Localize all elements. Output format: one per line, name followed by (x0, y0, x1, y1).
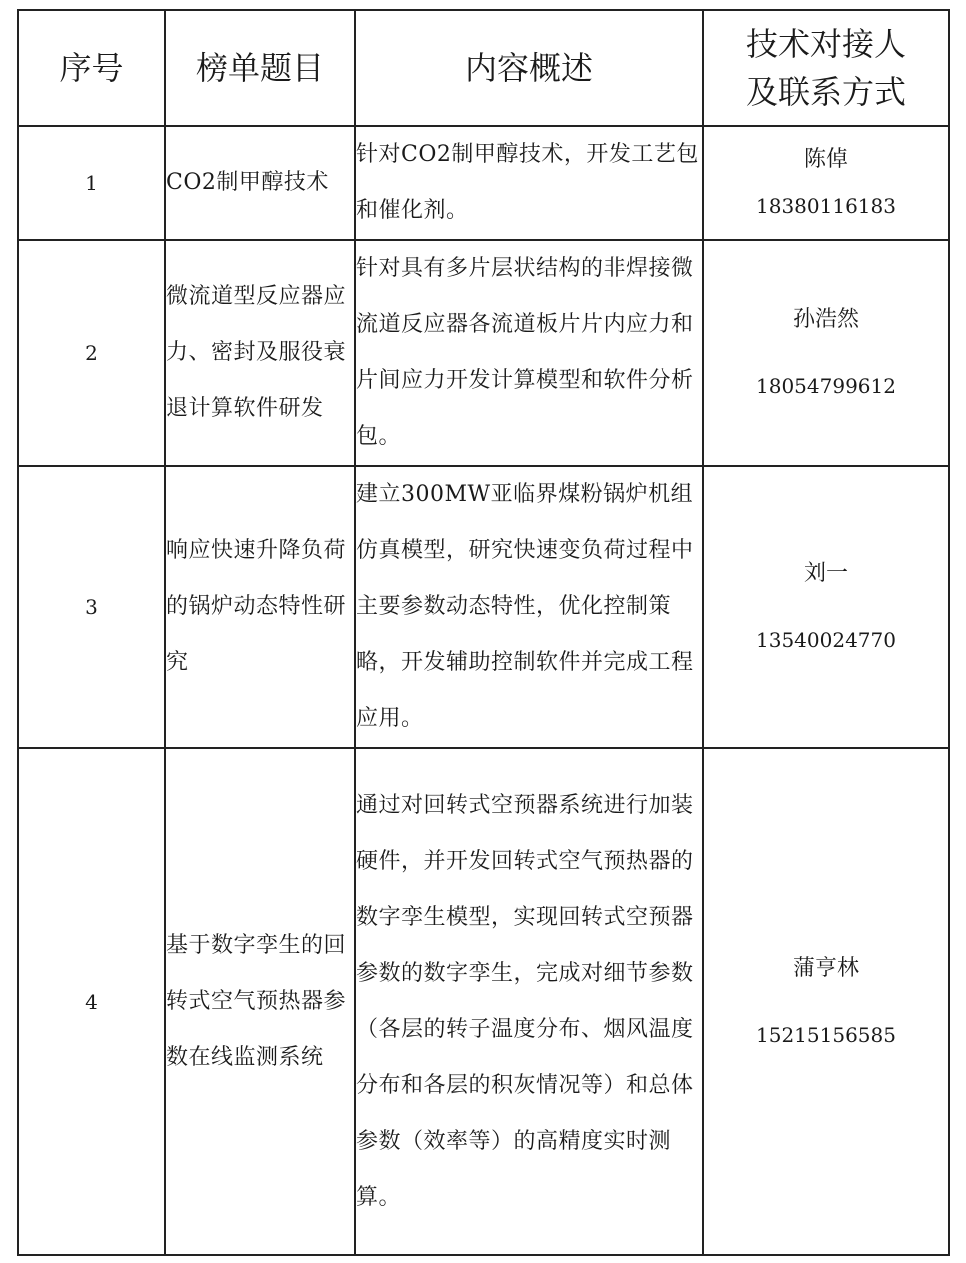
row-title: 基于数字孪生的回转式空气预热器参数在线监测系统 (165, 748, 355, 1255)
header-title: 榜单题目 (165, 10, 355, 126)
contact-name: 刘一 (803, 561, 848, 586)
row-summary: 针对具有多片层状结构的非焊接微流道反应器各流道板片片内应力和片间应力开发计算模型和软件分析包。 (355, 240, 703, 466)
header-contact-line2: 及联系方式 (745, 73, 906, 111)
row-index: 4 (18, 748, 165, 1255)
row-summary: 针对CO2制甲醇技术，开发工艺包和催化剂。 (355, 126, 703, 240)
project-table (17, 9, 950, 1256)
header-contact-line1: 技术对接人 (745, 25, 906, 63)
contact-name: 孙浩然 (792, 307, 859, 332)
contact-phone: 15215156585 (756, 1022, 896, 1047)
table-row (18, 240, 949, 466)
row-summary: 建立300MW亚临界煤粉锅炉机组仿真模型，研究快速变负荷过程中主要参数动态特性，优化控制策略，开发辅助控制软件并完成工程应用。 (355, 466, 703, 748)
row-title: 响应快速升降负荷的锅炉动态特性研究 (165, 466, 355, 748)
contact-phone: 13540024770 (756, 628, 896, 652)
row-contact (703, 126, 949, 240)
row-contact (703, 748, 949, 1255)
header-row (18, 10, 949, 126)
row-title: 微流道型反应器应力、密封及服役衰退计算软件研发 (165, 240, 355, 466)
contact-phone: 18380116183 (756, 194, 896, 218)
row-index: 3 (18, 466, 165, 748)
contact-phone: 18054799612 (756, 374, 896, 398)
row-contact (703, 240, 949, 466)
table-row (18, 466, 949, 748)
contact-name: 陈倬 (803, 147, 848, 172)
header-index: 序号 (18, 10, 165, 126)
row-contact (703, 466, 949, 748)
header-summary: 内容概述 (355, 10, 703, 126)
table-row (18, 748, 949, 1255)
header-contact (703, 10, 949, 126)
row-index: 2 (18, 240, 165, 466)
table-row (18, 126, 949, 240)
contact-name: 蒲亨林 (792, 955, 859, 981)
row-index: 1 (18, 126, 165, 240)
row-summary: 通过对回转式空预器系统进行加装硬件，并开发回转式空气预热器的数字孪生模型，实现回转式空预器参数的数字孪生，完成对细节参数（各层的转子温度分布、烟风温度分布和各层的积灰情况等）和总体参数（效率等）的高精度实时测算。 (355, 748, 703, 1255)
row-title: CO2制甲醇技术 (165, 126, 355, 240)
